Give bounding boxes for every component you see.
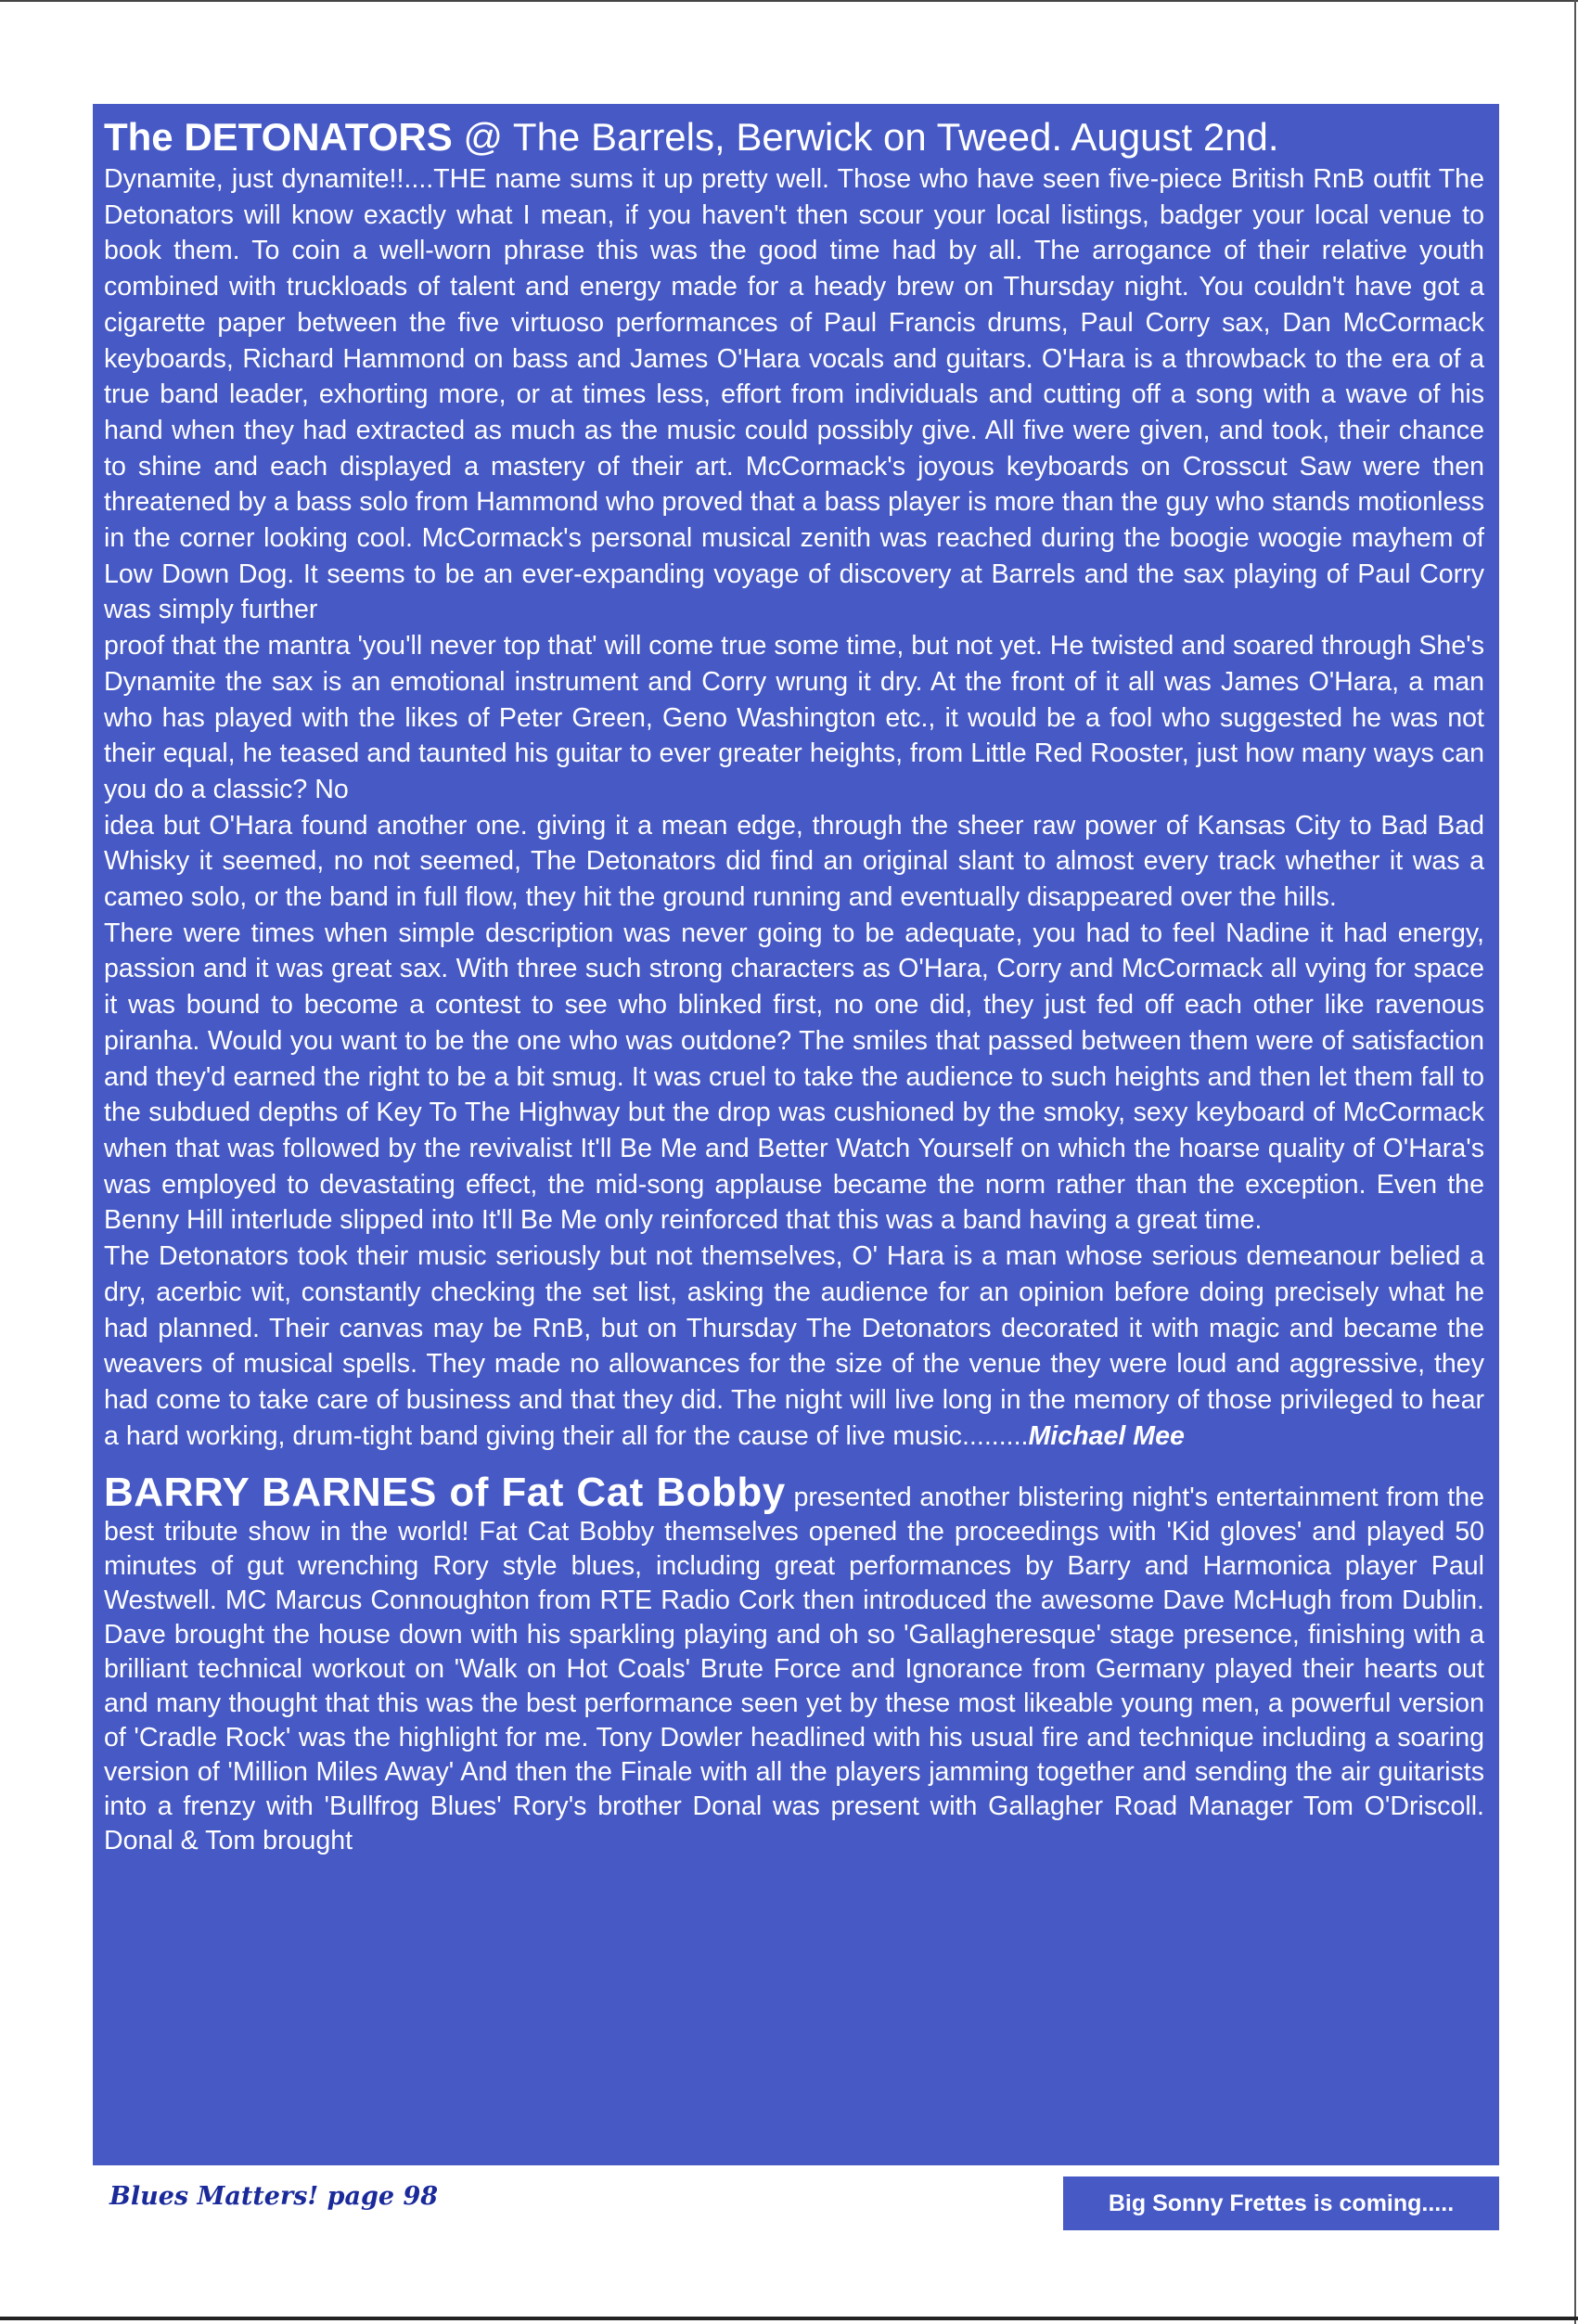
article-1-paragraph-5-text: The Detonators took their music seriously but not themselves, O' Hara is a man whose serious demeanour belied a dry, acerbic wit, constantly checking the set list, asking the audience for an opinion before doing precisely what he had planned. Their canvas may be RnB, but on Thursday The Detonators decorated it with magic and became the weavers of musical spells. They made no allowances for the size of the venue they were loud and aggressive, they had come to take care of business and that they did. The night will live long in the memory of those privileged to hear a hard working, drum-tight band giving their all for the cause of live music......... xyxy=(104,1241,1484,1451)
article-1-byline: Michael Mee xyxy=(1028,1420,1185,1451)
article-1-paragraph-1: Dynamite, just dynamite!!....THE name sums it up pretty well. Those who have seen five-piece British RnB outfit The Detonators will know exactly what I mean, if you haven't then scour your local listings, badger your local venue to book them. To coin a well-worn phrase this was the good time had by all. The arrogance of their relative youth combined with truckloads of talent and energy made for a heady brew on Thursday night. You couldn't have got a cigarette paper between the five virtuoso performances of Paul Francis drums, Paul Corry sax, Dan McCormack keyboards, Richard Hammond on bass and James O'Hara vocals and guitars. O'Hara is a throwback to the era of a true band leader, exhorting more, or at times less, effort from individuals and cutting off a song with a wave of his hand when they had extracted as much as the music could possibly give. All five were given, and took, their chance to shine and each displayed a mastery of their art. McCormack's joyous keyboards on Crosscut Saw were then threatened by a bass solo from Hammond who proved that a bass player is more than the guy who stands motionless in the corner looking cool. McCormack's personal musical zenith was reached during the boogie woogie mayhem of Low Down Dog. It seems to be an ever-expanding voyage of discovery at Barrels and the sax playing of Paul Corry was simply further xyxy=(104,164,1484,625)
article-1-paragraph-2: proof that the mantra 'you'll never top that' will come true some time, but not yet. He twisted and soared through She's Dynamite the sax is an emotional instrument and Corry wrung it dry. At the front of it all was James O'Hara, a man who has played with the likes of Peter Green, Geno Washington etc., it would be a fool who suggested he was not their equal, he teased and taunted his guitar to ever greater heights, from Little Red Rooster, just how many ways can you do a classic? No xyxy=(104,631,1484,804)
article-2 xyxy=(104,1472,1484,1858)
bottom-border xyxy=(0,2317,1578,2320)
page-number-label: Blues Matters! page 98 xyxy=(109,2182,439,2211)
article-2-body: presented another blistering night's entertainment from the best tribute show in the world! Fat Cat Bobby themselves opened the proceedings with 'Kid gloves' and played 50 minutes of gut wrenching Rory style blues, including great performances by Barry and Harmonica player Paul Westwell. MC Marcus Connoughton from RTE Radio Cork then introduced the awesome Dave McHugh from Dublin. Dave brought the house down with his sparkling playing and oh so 'Gallagheresque' stage presence, finishing with a brilliant technical workout on 'Walk on Hot Coals' Brute Force and Ignorance from Germany played their hearts out and many thought that this was the best performance seen yet by these most likeable young men, a powerful version of 'Cradle Rock' was the highlight for me. Tony Dowler headlined with his usual fire and technique including a soaring version of 'Million Miles Away' And then the Finale with all the players jamming together and sending the air guitarists into a frenzy with 'Bullfrog Blues' Rory's brother Donal was present with Gallagher Road Manager Tom O'Driscoll. Donal & Tom brought xyxy=(104,1483,1484,1856)
article-panel xyxy=(93,104,1499,2165)
article-1-paragraph-3: idea but O'Hara found another one. giving it a mean edge, through the sheer raw power of Kansas City to Bad Bad Whisky it seemed, no not seemed, The Detonators did find an original slant to almost every track whether it was a cameo solo, or the band in full flow, they hit the ground running and eventually disappeared over the hills. xyxy=(104,810,1484,913)
article-1-headline xyxy=(104,113,1484,161)
right-border xyxy=(1574,0,1576,2324)
article-2-lead: BARRY BARNES of Fat Cat Bobby xyxy=(104,1470,786,1516)
headline-venue-date: @ The Barrels, Berwick on Tweed. August 2nd. xyxy=(452,115,1279,159)
top-border xyxy=(0,0,1578,2)
headline-band-name: The DETONATORS xyxy=(104,115,453,159)
next-issue-teaser: Big Sonny Frettes is coming..... xyxy=(1063,2176,1499,2230)
article-1-paragraph-4: There were times when simple description was never going to be adequate, you had to feel Nadine it had energy, passion and it was great sax. With three such strong characters as O'Hara, Corry and McCormack all vying for space it was bound to become a contest to see who blinked first, no one did, they just fed off each other like ravenous piranha. Would you want to be the one who was outdone? The smiles that passed between them were of satisfaction and they'd earned the right to be a bit smug. It was cruel to take the audience to such heights and then let them fall to the subdued depths of Key To The Highway but the drop was cushioned by the smoky, sexy keyboard of McCormack when that was followed by the revivalist It'll Be Me and Better Watch Yourself on which the hoarse quality of O'Hara's was employed to devastating effect, the mid-song applause became the norm rather than the exception. Even the Benny Hill interlude slipped into It'll Be Me only reinforced that this was a band having a great time. xyxy=(104,918,1484,1236)
article-1-paragraph-5 xyxy=(104,1239,1484,1454)
